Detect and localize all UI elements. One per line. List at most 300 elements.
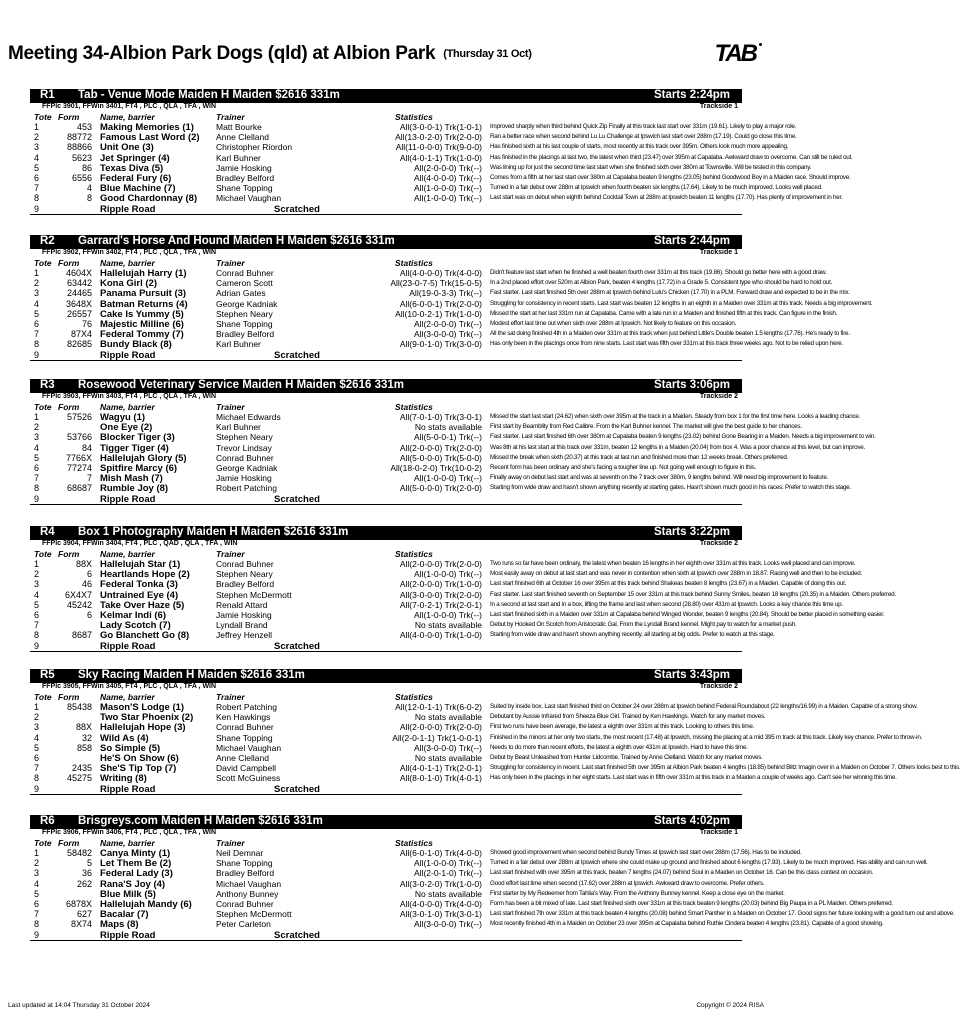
bet-types-text: FFPlc 3904, FFWin 3404, FT4 , PLC , QAD , QLA , TFA , WIN xyxy=(42,540,238,547)
runner-stats: All(4-0-1-1) Trk(1-0-0) xyxy=(399,152,482,163)
race-block xyxy=(30,89,853,215)
runner-stats: All(19-0-3-3) Trk(--) xyxy=(409,288,482,299)
runner-trainer: George Kadniak xyxy=(216,298,278,309)
runner-stats: All(2-0-1-1) Trk(1-0-0-1) xyxy=(392,732,482,743)
runner-name: Writing (8) xyxy=(100,773,147,785)
runner-trainer: Anne Clelland xyxy=(216,132,269,143)
runner-form: 2435 xyxy=(71,763,92,774)
runner-form: 7 xyxy=(86,473,92,484)
tab-logo-text: TAB xyxy=(714,40,756,67)
runner-trainer: Trevor Lindsay xyxy=(216,442,272,453)
race-header-bar xyxy=(30,379,742,393)
runner-tote: 3 xyxy=(34,722,40,733)
runner-stats: All(23-0-7-5) Trk(15-0-5) xyxy=(390,278,482,289)
runner-tote: 8 xyxy=(34,773,40,784)
runner-form: 58482 xyxy=(66,848,92,858)
runner-form: 8687 xyxy=(71,630,92,641)
runner-row xyxy=(30,422,802,434)
runner-name: Hallelujah Star (1) xyxy=(100,559,181,570)
col-stats: Statistics xyxy=(395,692,433,702)
runner-comment: First two runs have been average, the latest a eighth over 331m at this track. Looking to others this time. xyxy=(490,723,755,731)
runner-comment: Fast starter. Last start finished 6th over 380m at Capalaba beaten 9 lengths (23.02) behind Gone Bearing in a Maiden. Needs a big improvement to win. xyxy=(490,433,876,441)
runner-name: Take Over Haze (5) xyxy=(100,599,185,611)
runner-comment: Debutant by Aussie Infrared from Sheeza Blue Girl. Trained by Ken Hawkings. Watch for any market moves. xyxy=(490,713,766,721)
runner-row xyxy=(30,193,843,205)
runner-tote: 4 xyxy=(34,732,40,743)
runner-tote: 7 xyxy=(34,763,40,774)
scratched-runner-row xyxy=(30,641,742,652)
runner-trainer: Michael Vaughan xyxy=(216,742,282,753)
race-bet-types xyxy=(42,829,742,838)
runner-trainer: Cameron Scott xyxy=(216,278,273,289)
col-name: Name, barrier xyxy=(100,258,155,268)
runner-form: 82685 xyxy=(66,339,92,350)
runner-trainer: Ken Hawkings xyxy=(216,712,271,723)
runner-row xyxy=(30,142,789,154)
runner-name: Two Star Phoenix (2) xyxy=(100,712,194,724)
runner-form: 5623 xyxy=(71,152,92,163)
col-name: Name, barrier xyxy=(100,692,155,702)
runner-comment: Has only been in the placings in her eight starts. Last start was in fifth over 331m at this track in a Maiden a couple of weeks ago. Can't see her winning this time. xyxy=(490,774,897,782)
runner-trainer: Renald Attard xyxy=(216,599,268,610)
runner-comment: Was lining up for just the second time last start when she finished sixth over 380m at Townsville. Will be tested in this company. xyxy=(490,163,812,171)
runner-stats: All(5-0-0-0) Trk(2-0-0) xyxy=(399,483,482,494)
runner-row xyxy=(30,712,766,724)
runner-trainer: David Campbell xyxy=(216,763,276,774)
runner-stats: All(4-0-0-0) Trk(1-0-0) xyxy=(399,630,482,641)
col-name: Name, barrier xyxy=(100,112,155,122)
runner-name: Good Chardonnay (8) xyxy=(100,193,198,205)
runner-row xyxy=(30,183,823,195)
runner-stats: All(18-0-2-0) Trk(10-0-2) xyxy=(390,462,482,473)
runner-comment: Has only been in the placings once from nine starts. Last start was fifth over 331m at this track three weeks ago. Not to be relied upon here. xyxy=(490,340,844,348)
runner-form: 76 xyxy=(81,318,92,329)
runner-tote: 3 xyxy=(34,868,40,879)
runner-comment: Most easily away on debut at last start and was never in contention when sixth at Ipswich over 288m in 18.87. Racing well and then to be included. xyxy=(490,570,862,578)
column-headers xyxy=(30,838,742,848)
race-name: Box 1 Photography Maiden H Maiden $2616 331m xyxy=(78,526,349,538)
race-bet-types xyxy=(42,393,742,402)
col-stats: Statistics xyxy=(395,549,433,559)
runner-trainer: Michael Vaughan xyxy=(216,193,282,204)
runner-stats: All(4-0-0-0) Trk(4-0-0) xyxy=(399,268,482,278)
runner-form: 63442 xyxy=(66,278,92,289)
runner-trainer: Stephen McDermott xyxy=(216,589,292,600)
runner-stats: All(3-0-0-0) Trk(--) xyxy=(414,329,482,340)
col-form: Form xyxy=(58,402,80,412)
runner-name: Canya Minty (1) xyxy=(100,848,171,859)
col-tote: Tote xyxy=(34,549,52,559)
runner-form: 77274 xyxy=(66,462,92,473)
runner-stats: All(6-0-1-0) Trk(4-0-0) xyxy=(399,848,482,858)
scratched-label: Scratched xyxy=(274,783,320,795)
runner-trainer: Stephen McDermott xyxy=(216,909,292,920)
runner-stats: All(1-0-0-0) Trk(--) xyxy=(414,193,482,204)
runner-comment: Starting from wide draw and hasn't shown anything recently at starting gates. Hasn't shown much good in his races. Prefer to watch this stage. xyxy=(490,484,852,492)
runner-form: 88866 xyxy=(66,142,92,153)
runner-form: 262 xyxy=(76,878,92,889)
runner-trainer: Bradley Belford xyxy=(216,329,275,340)
runner-form: 85438 xyxy=(66,702,92,712)
col-form: Form xyxy=(58,838,80,848)
col-stats: Statistics xyxy=(395,838,433,848)
runner-comment: Last start finished 6th at October 16 over 395m at this track behind Shakeas beaten 8 lengths (23.67) in a Maiden. Capable of doing this out. xyxy=(490,580,847,588)
race-number: R6 xyxy=(40,815,55,827)
runner-tote: 2 xyxy=(34,132,40,143)
runner-form: 6556 xyxy=(71,172,92,183)
runner-name: Wild As (4) xyxy=(100,732,149,744)
runner-comment: Improved sharply when third behind Quick Zip Finally at this track last start over 331m (19.61). Likely to play a major role. xyxy=(490,123,797,130)
runner-stats: All(2-0-0-0) Trk(--) xyxy=(414,162,482,173)
runner-form: 858 xyxy=(76,742,92,753)
col-stats: Statistics xyxy=(395,112,433,122)
runner-form: 45242 xyxy=(66,599,92,610)
runner-stats: All(12-0-1-1) Trk(6-0-2) xyxy=(395,702,482,712)
runner-trainer: Michael Vaughan xyxy=(216,878,282,889)
race-start-time: Starts 2:44pm xyxy=(653,235,730,247)
runner-name: Hallelujah Glory (5) xyxy=(100,452,187,464)
runner-comment: Debut by Beast Unleashed from Hunter Lidcombe. Trained by Anne Clelland. Watch for any market moves. xyxy=(490,753,763,761)
runner-tote: 4 xyxy=(34,878,40,889)
runner-row xyxy=(30,278,833,290)
runner-name: Ripple Road xyxy=(100,783,156,795)
runner-comment: Modest effort last time out when sixth over 288m at Ipswich. Not likely to feature on this occasion. xyxy=(490,319,737,327)
runner-stats: No stats available xyxy=(414,712,482,723)
runner-trainer: Conrad Buhner xyxy=(216,722,274,733)
runner-name: Majestic Milline (6) xyxy=(100,318,184,330)
runner-name: Panama Pursuit (3) xyxy=(100,288,187,300)
col-trainer: Trainer xyxy=(216,692,245,702)
runner-tote: 1 xyxy=(34,412,40,422)
runner-trainer: Conrad Buhner xyxy=(216,268,274,278)
runner-tote: 8 xyxy=(34,630,40,641)
runner-tote: 1 xyxy=(34,848,40,858)
meeting-title: Meeting 34-Albion Park Dogs (qld) at Albion Park xyxy=(8,43,436,64)
runner-name: Blue Milk (5) xyxy=(100,888,156,900)
runner-row xyxy=(30,868,874,880)
race-bet-types xyxy=(42,683,742,692)
runner-tote: 6 xyxy=(34,609,40,620)
runner-stats: All(7-0-1-0) Trk(3-0-1) xyxy=(399,412,482,422)
race-start-time: Starts 3:43pm xyxy=(653,669,730,681)
bet-types-text: FFPlc 3906, FFWin 3406, FT4 , PLC , QLA , TFA , WIN xyxy=(42,829,217,836)
runner-comment: Struggling for consistency in recent. Last start finished 5th over 395m at Albion Park beaten 4 lengths (18.85) behind Blitz Imagin over in a Maiden on October 7. Others looks best to this. xyxy=(490,764,960,772)
col-name: Name, barrier xyxy=(100,402,155,412)
col-tote: Tote xyxy=(34,402,52,412)
runner-name: Federal Tonka (3) xyxy=(100,579,178,591)
race-start-time: Starts 3:06pm xyxy=(653,379,730,391)
runner-stats: All(5-0-0-1) Trk(--) xyxy=(414,432,482,443)
runner-stats: All(11-0-0-0) Trk(9-0-0) xyxy=(395,142,482,153)
runner-form: 4604X xyxy=(65,268,92,278)
runner-row xyxy=(30,909,955,921)
runner-name: One Eye (2) xyxy=(100,422,153,434)
runner-trainer: Anthony Bunney xyxy=(216,888,279,899)
race-header-bar xyxy=(30,235,742,249)
runner-name: Wagyu (1) xyxy=(100,412,146,423)
trackside-label: Trackside 1 xyxy=(699,249,738,256)
runner-tote: 6 xyxy=(34,318,40,329)
runner-comment: Fast starter. Last start finished 5th over 288m at Ipswich behind Lulu's Chicken (17.70) in a PLM. Forward draw and expected to be in the mix. xyxy=(490,289,850,297)
runner-comment: Last start was on debut when eighth behind Cocktail Town at 288m at Ipswich beaten 11 lengths (17.70). Has plenty of improvement in her. xyxy=(490,194,843,202)
runner-trainer: Karl Buhner xyxy=(216,152,261,163)
runner-form: 6X4X7 xyxy=(64,589,92,600)
runner-form: 53766 xyxy=(66,432,92,443)
runner-trainer: Adrian Gates xyxy=(216,288,266,299)
runner-trainer: Peter Carleton xyxy=(216,919,271,930)
runner-row xyxy=(30,732,923,744)
runner-stats: All(1-0-0-0) Trk(--) xyxy=(414,858,482,869)
last-updated: Last updated at 14:04 Thursday 31 October 2024 xyxy=(8,1002,150,1009)
runner-tote: 7 xyxy=(34,183,40,194)
runner-form: 6 xyxy=(86,569,92,580)
runner-row xyxy=(30,339,844,351)
runner-row xyxy=(30,599,843,611)
race-number: R2 xyxy=(40,235,55,247)
runner-trainer: Bradley Belford xyxy=(216,868,275,879)
runner-stats: All(4-0-0-0) Trk(4-0-0) xyxy=(399,898,482,909)
runner-comment: Fast starter. Last start finished seventh on September 15 over 331m at this track behind Sunny Smiles, beaten 18 lengths (20.35) in a Maiden. Others preferred. xyxy=(490,590,896,598)
runner-tote: 6 xyxy=(34,898,40,909)
runner-trainer: Matt Bourke xyxy=(216,122,262,132)
runner-name: Federal Tommy (7) xyxy=(100,329,184,341)
race-header-bar xyxy=(30,526,742,540)
runner-tote: 5 xyxy=(34,599,40,610)
runner-stats: All(3-0-1-0) Trk(3-0-1) xyxy=(399,909,482,920)
runner-comment: Didn't feature last start when he finished a well beaten fourth over 331m at this track (19.86). Should go better here with a good draw. xyxy=(490,269,827,276)
runner-trainer: Jamie Hosking xyxy=(216,609,272,620)
runner-tote: 4 xyxy=(34,589,40,600)
runner-trainer: Christopher Riordon xyxy=(216,142,293,153)
runner-name: He'S On Show (6) xyxy=(100,752,179,764)
column-headers xyxy=(30,692,742,702)
runner-trainer: Anne Clelland xyxy=(216,752,269,763)
trackside-label: Trackside 2 xyxy=(699,393,738,400)
runner-stats: All(1-0-0-0) Trk(--) xyxy=(414,569,482,580)
runner-name: Mason'S Lodge (1) xyxy=(100,702,185,713)
column-headers xyxy=(30,402,742,412)
runner-name: Kona Girl (2) xyxy=(100,278,158,290)
scratched-label: Scratched xyxy=(274,349,320,361)
runner-stats: All(7-0-2-1) Trk(2-0-1) xyxy=(399,599,482,610)
runner-tote: 2 xyxy=(34,422,40,433)
runner-comment: Has finished sixth at his last couple of starts, most recently at this track over 395m. Others look much more appealing. xyxy=(490,143,789,151)
runner-comment: Missed the start last start (24.62) when sixth over 395m at the track in a Maiden. Steady from box 1 for the first time here. Looks a leading chance. xyxy=(490,413,861,420)
race-start-time: Starts 2:24pm xyxy=(653,89,730,101)
runner-stats: All(1-0-0-0) Trk(--) xyxy=(414,609,482,620)
runner-stats: No stats available xyxy=(414,888,482,899)
runner-comment: Finally away on debut last start and was at seventh on the 7 track over 380m, 9 lengths behind. Will need big improvement to feature. xyxy=(490,474,829,482)
runner-tote: 6 xyxy=(34,462,40,473)
race-block xyxy=(30,669,960,795)
runner-row xyxy=(30,319,742,329)
runner-name: Bacalar (7) xyxy=(100,909,149,921)
runner-row xyxy=(30,752,763,764)
copyright: Copyright © 2024 RISA xyxy=(696,1002,764,1009)
runner-form: 627 xyxy=(76,909,92,920)
runner-form: 3648X xyxy=(65,298,92,309)
runner-stats: All(13-0-2-0) Trk(2-0-0) xyxy=(395,132,482,143)
runner-form: 7766X xyxy=(65,452,92,463)
runner-row xyxy=(30,412,861,423)
scratched-runner-row xyxy=(30,204,742,215)
runner-name: Untrained Eye (4) xyxy=(100,589,179,601)
runner-form: 87X4 xyxy=(70,329,92,340)
runner-form: 68687 xyxy=(66,483,92,494)
runner-tote: 7 xyxy=(34,909,40,920)
runner-tote: 2 xyxy=(34,858,40,869)
scratched-label: Scratched xyxy=(274,203,320,215)
runner-tote: 1 xyxy=(34,702,40,712)
runner-row xyxy=(30,773,897,785)
runner-row xyxy=(30,702,918,713)
trackside-label: Trackside 2 xyxy=(699,540,738,547)
runner-comment: First start by Beamblity from Red Calibre. From the Karl Buhner kennel. The market will give the best guide to her chances. xyxy=(490,423,802,431)
runner-trainer: Shane Topping xyxy=(216,318,273,329)
col-form: Form xyxy=(58,258,80,268)
runner-comment: Was 8th at his last start at this track over 331m, beaten 12 lengths in a Maiden (20.04) from box 4. Was a poor chance at this level, but can improve. xyxy=(490,443,866,451)
runner-form: 24465 xyxy=(66,288,92,299)
runner-row xyxy=(30,152,853,164)
runner-stats: All(2-0-0-0) Trk(2-0-0) xyxy=(399,442,482,453)
bet-types-text: FFPlc 3905, FFWin 3405, FT4 , PLC , QLA , TFA , WIN xyxy=(42,683,217,690)
runner-tote: 7 xyxy=(34,620,40,631)
runner-trainer: Shane Topping xyxy=(216,732,273,743)
runner-form: 57526 xyxy=(66,412,92,422)
runner-row xyxy=(30,452,789,464)
runner-tote: 3 xyxy=(34,432,40,443)
runner-tote: 9 xyxy=(34,203,40,214)
col-name: Name, barrier xyxy=(100,838,155,848)
column-headers xyxy=(30,112,742,122)
col-tote: Tote xyxy=(34,258,52,268)
runner-tote: 9 xyxy=(34,640,40,651)
runner-form: 6878X xyxy=(65,898,92,909)
runner-name: Hallelujah Hope (3) xyxy=(100,722,186,734)
runner-comment: Most recently finished 4th in a Maiden on October 23 over 395m at Capalaba behind Ruthie Cindera beaten 4 lengths (23.81). Capable of a good showing. xyxy=(490,920,884,928)
runner-stats: All(2-0-0-0) Trk(2-0-0) xyxy=(399,559,482,569)
runner-comment: Finished in the minors at her only two starts, the most recent (17.48) at Ipswich, missing the placing at a mid 395 m track at this track. Likely key chance. Prefer to throw-in. xyxy=(490,733,923,741)
runner-trainer: Lyndall Brand xyxy=(216,620,268,631)
runner-stats: All(4-0-0-0) Trk(--) xyxy=(414,172,482,183)
runner-stats: All(2-0-0-0) Trk(--) xyxy=(414,318,482,329)
runner-name: Jet Springer (4) xyxy=(100,152,170,164)
runner-trainer: Conrad Buhner xyxy=(216,452,274,463)
runner-row xyxy=(30,722,755,734)
race-block xyxy=(30,379,876,505)
col-form: Form xyxy=(58,549,80,559)
runner-comment: Missed the break when sixth (20.37) at this track at last run and finished more than 12 weeks break. Others preferred. xyxy=(490,453,789,461)
runner-stats: All(3-0-2-0) Trk(1-0-0) xyxy=(399,878,482,889)
runner-tote: 3 xyxy=(34,142,40,153)
runner-trainer: Robert Patching xyxy=(216,702,277,712)
race-number: R4 xyxy=(40,526,55,538)
race-header-bar xyxy=(30,89,742,103)
scratched-runner-row xyxy=(30,494,742,505)
race-start-time: Starts 3:22pm xyxy=(653,526,730,538)
runner-name: Lady Scotch (7) xyxy=(100,620,171,632)
runner-stats: All(3-0-0-0) Trk(--) xyxy=(414,742,482,753)
runner-row xyxy=(30,569,862,581)
runner-name: Mish Mash (7) xyxy=(100,473,163,485)
runner-name: Cake Is Yummy (5) xyxy=(100,308,184,320)
bet-types-text: FFPlc 3902, FFWin 3402, FT4 , PLC , QLA , TFA , WIN xyxy=(42,249,217,256)
race-block xyxy=(30,815,955,941)
trackside-label: Trackside 1 xyxy=(699,103,738,110)
runner-tote: 5 xyxy=(34,452,40,463)
runner-tote: 4 xyxy=(34,152,40,163)
runner-row xyxy=(30,620,797,632)
col-trainer: Trainer xyxy=(216,838,245,848)
runner-comment: Needs to do more than recent efforts, the latest a eighth over 431m at Ipswich. Hard to have this time. xyxy=(490,743,748,751)
runner-tote: 7 xyxy=(34,329,40,340)
col-stats: Statistics xyxy=(395,402,433,412)
race-name: Garrard's Horse And Hound Maiden H Maiden $2616 331m xyxy=(78,235,395,247)
runner-tote: 9 xyxy=(34,493,40,504)
runner-stats: All(4-0-1-1) Trk(2-0-1) xyxy=(399,763,482,774)
runner-trainer: Neil Demnar xyxy=(216,848,264,858)
runner-trainer: Shane Topping xyxy=(216,858,273,869)
runner-tote: 9 xyxy=(34,349,40,360)
runner-name: Federal Lady (3) xyxy=(100,868,173,880)
runner-stats: All(3-0-0-0) Trk(--) xyxy=(414,919,482,930)
page-title xyxy=(8,43,532,65)
race-name: Sky Racing Maiden H Maiden $2616 331m xyxy=(78,669,305,681)
runner-trainer: Conrad Buhner xyxy=(216,559,274,569)
runner-name: Unit One (3) xyxy=(100,142,154,154)
col-name: Name, barrier xyxy=(100,549,155,559)
runner-tote: 5 xyxy=(34,888,40,899)
runner-row xyxy=(30,308,838,320)
runner-comment: Struggling for consistency in recent starts. Last start was beaten 12 lengths in an eighth in a Maiden over 331m at this track. Needs a big improvement. xyxy=(490,299,873,307)
race-name: Tab - Venue Mode Maiden H Maiden $2616 331m xyxy=(78,89,340,101)
runner-trainer: Stephen Neary xyxy=(216,308,273,319)
runner-comment: Good effort last time when second (17.62) over 288m at Ipswich. Awkward draw to overcome. Prefer others. xyxy=(490,879,765,887)
runner-trainer: Michael Edwards xyxy=(216,412,281,422)
runner-row xyxy=(30,898,893,910)
runner-trainer: Robert Patching xyxy=(216,483,277,494)
race-start-time: Starts 4:02pm xyxy=(653,815,730,827)
runner-form: 453 xyxy=(76,122,92,132)
col-trainer: Trainer xyxy=(216,258,245,268)
runner-comment: All the sat doing finished 4th in a Maiden over 331m at this track when just behind Little's Double beaten 1.5 lengths (17.76). He's ready to fire. xyxy=(490,330,850,338)
runner-row xyxy=(30,462,756,474)
runner-trainer: Karl Buhner xyxy=(216,339,261,350)
runner-name: Blue Machine (7) xyxy=(100,183,176,195)
runner-row xyxy=(30,298,873,310)
runner-form: 26557 xyxy=(66,308,92,319)
race-bet-types xyxy=(42,249,742,258)
runner-tote: 9 xyxy=(34,929,40,940)
runner-trainer: Conrad Buhner xyxy=(216,898,274,909)
runner-row xyxy=(30,742,748,754)
runner-tote: 6 xyxy=(34,752,40,763)
runner-row xyxy=(30,559,856,570)
runner-stats: All(3-0-0-1) Trk(1-0-1) xyxy=(399,122,482,132)
runner-name: Rumble Joy (8) xyxy=(100,483,169,495)
runner-name: Bundy Black (8) xyxy=(100,339,172,351)
race-number: R3 xyxy=(40,379,55,391)
runner-comment: First starter by My Redeemer from Tahlia's Way. From the Anthony Bunney kennel. Keep a close eye on the market. xyxy=(490,889,785,897)
runner-tote: 5 xyxy=(34,162,40,173)
runner-tote: 1 xyxy=(34,122,40,132)
runner-stats: All(6-0-0-1) Trk(2-0-0) xyxy=(399,298,482,309)
runner-row xyxy=(30,132,797,144)
runner-comment: Ran a better race when second behind Lu Lu Challenge at Ipswich last start over 288m (17.19). Could go close this time. xyxy=(490,133,797,141)
runner-row xyxy=(30,763,960,775)
bet-types-text: FFPlc 3903, FFWin 3403, FT4 , PLC , QLA , TFA , WIN xyxy=(42,393,217,400)
race-bet-types xyxy=(42,103,742,112)
